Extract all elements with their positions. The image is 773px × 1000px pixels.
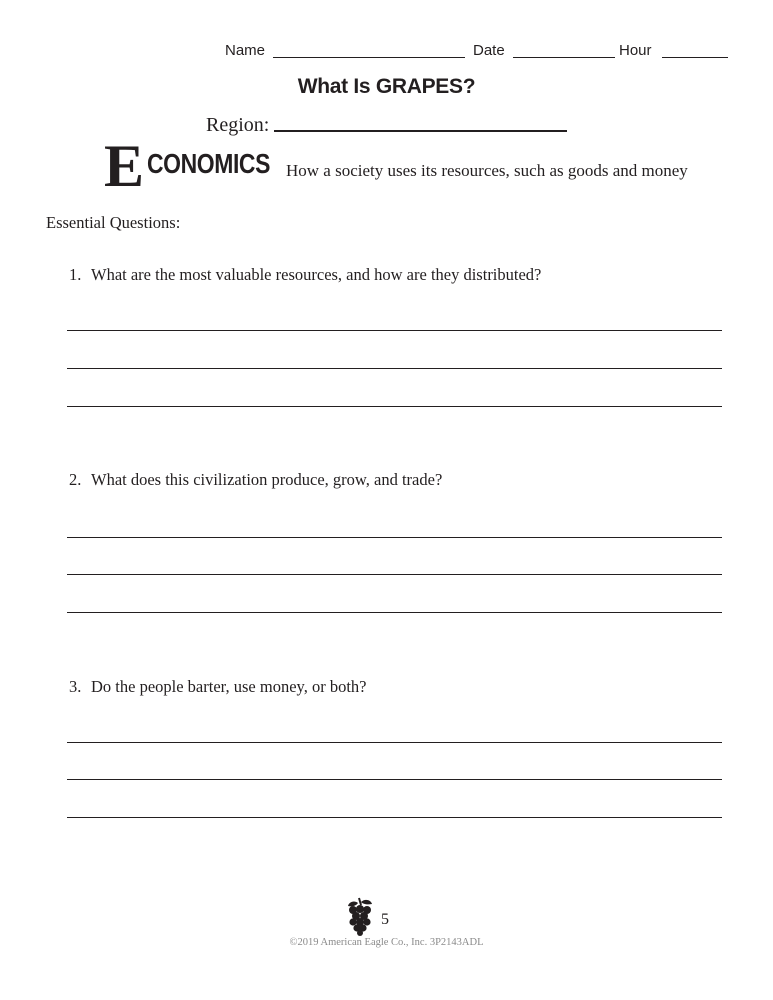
region-label: Region: — [206, 114, 270, 136]
answer-line-1a[interactable] — [67, 330, 722, 331]
question-number: 1. — [69, 265, 82, 284]
question-number: 2. — [69, 470, 82, 489]
page-number: 5 — [381, 911, 389, 928]
question-text: What does this civilization produce, grow, and trade? — [91, 470, 443, 489]
name-label: Name — [225, 42, 266, 59]
question-2 — [69, 469, 442, 491]
answer-line-2c[interactable] — [67, 612, 722, 613]
date-field[interactable] — [513, 57, 615, 58]
name-field[interactable] — [273, 57, 465, 58]
answer-line-3a[interactable] — [67, 742, 722, 743]
essential-questions-label: Essential Questions: — [46, 213, 181, 232]
question-text: Do the people barter, use money, or both? — [91, 677, 367, 696]
question-number: 3. — [69, 677, 82, 696]
page-title: What Is GRAPES? — [297, 75, 476, 98]
question-text: What are the most valuable resources, and how are they distributed? — [91, 265, 542, 284]
question-1 — [69, 264, 541, 286]
grapes-icon — [345, 896, 375, 936]
hour-field[interactable] — [662, 57, 728, 58]
question-3 — [69, 676, 366, 698]
answer-line-1b[interactable] — [67, 368, 722, 369]
answer-line-1c[interactable] — [67, 406, 722, 407]
answer-line-2a[interactable] — [67, 537, 722, 538]
answer-line-3b[interactable] — [67, 779, 722, 780]
region-field[interactable] — [274, 130, 567, 132]
answer-line-3c[interactable] — [67, 817, 722, 818]
copyright-notice: ©2019 American Eagle Co., Inc. 3P2143ADL — [289, 937, 484, 948]
economics-initial: E — [104, 133, 143, 199]
economics-definition: How a society uses its resources, such as goods and money — [286, 161, 688, 180]
date-label: Date — [473, 42, 505, 59]
hour-label: Hour — [619, 42, 652, 59]
answer-line-2b[interactable] — [67, 574, 722, 575]
economics-heading: CONOMICS — [147, 148, 270, 179]
